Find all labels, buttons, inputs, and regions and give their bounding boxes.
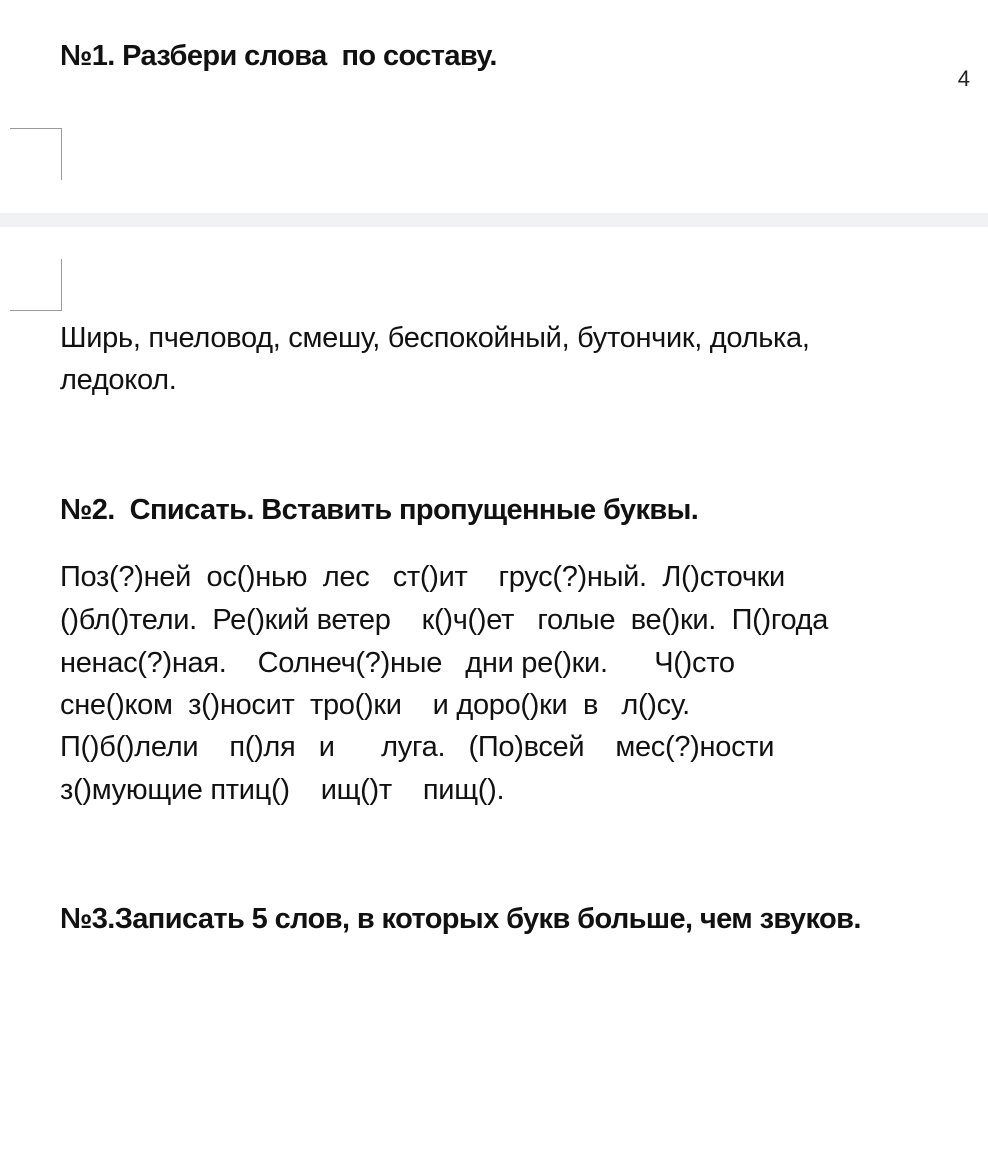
task2-text-line-3: ненас(?)ная. Солнеч(?)ные дни ре()ки. Ч()сто bbox=[60, 647, 735, 679]
page-margin-corner-mark-top bbox=[10, 259, 62, 311]
document-page-previous bbox=[0, 0, 988, 213]
page-number: 4 bbox=[957, 66, 970, 91]
task2-text-line-1: Поз(?)ней ос()нью лес ст()ит грус(?)ный. Л()сточки bbox=[60, 561, 785, 593]
task2-text-line-4: сне()ком з()носит тро()ки и доро()ки в л()су. bbox=[60, 689, 690, 721]
task2-text-line-2: ()бл()тели. Ре()кий ветер к()ч()ет голые ве()ки. П()года bbox=[60, 604, 829, 636]
task2-text-line-6: з()мующие птиц() ищ()т пищ(). bbox=[60, 774, 505, 806]
task1-heading: №1. Разбери слова по составу. bbox=[60, 40, 497, 72]
task1-text-line-1: Ширь, пчеловод, смешу, беспокойный, бутончик, долька, bbox=[60, 322, 810, 354]
task3-heading: №3.Записать 5 слов, в которых букв больше, чем звуков. bbox=[60, 903, 861, 935]
task1-text-line-2: ледокол. bbox=[60, 364, 177, 396]
task2-heading: №2. Списать. Вставить пропущенные буквы. bbox=[60, 494, 699, 526]
page-separator bbox=[0, 213, 988, 227]
page-margin-corner-mark-bottom bbox=[10, 128, 62, 180]
task2-text-line-5: П()б()лели п()ля и луга. (По)всей мес(?)ности bbox=[60, 731, 775, 763]
